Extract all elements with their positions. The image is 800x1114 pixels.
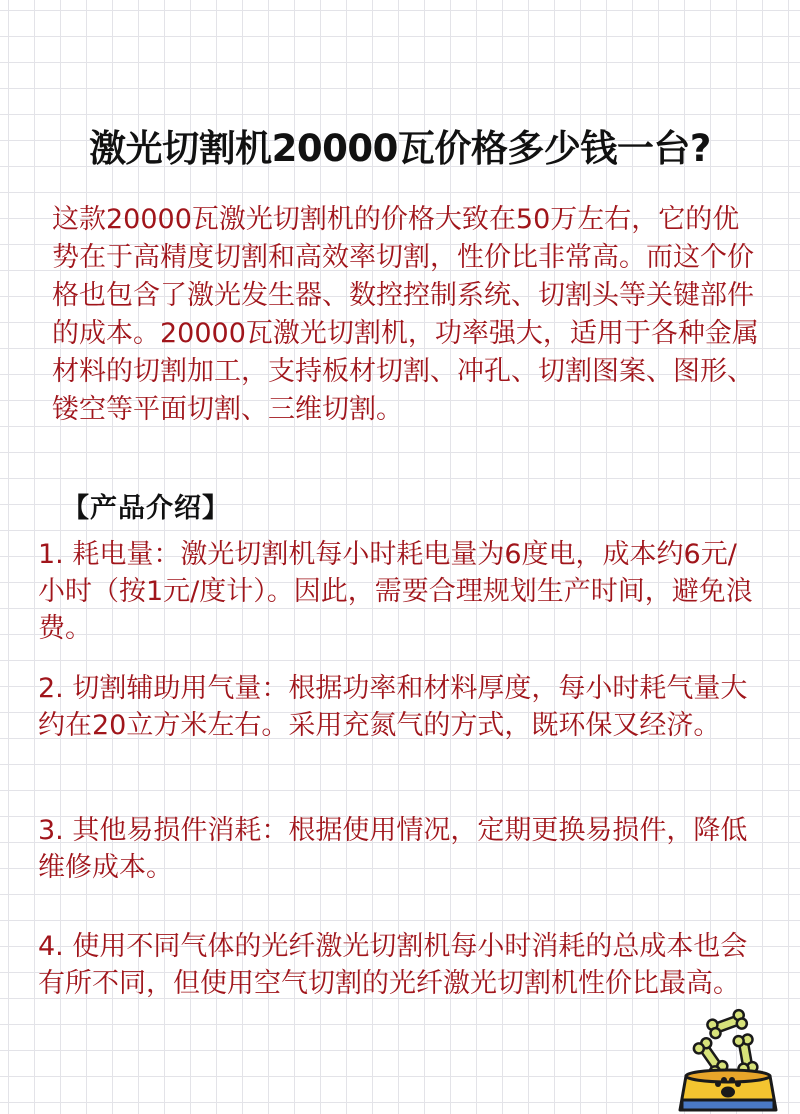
list-item-wear-parts: 3. 其他易损件消耗：根据使用情况，定期更换易损件，降低维修成本。 (38, 815, 748, 883)
list-item-total-cost: 4. 使用不同气体的光纤激光切割机每小时消耗的总成本也会有所不同，但使用空气切割的光纤激光切割机性价比最高。 (38, 931, 748, 999)
list-item-gas-consumption: 2. 切割辅助用气量：根据功率和材料厚度，每小时耗气量大约在20立方米左右。采用充氮气的方式，既环保又经济。 (38, 673, 748, 741)
page-title: 激光切割机20000瓦价格多少钱一台? (89, 127, 711, 170)
list-item-power-consumption: 1. 耗电量：激光切割机每小时耗电量为6度电，成本约6元/小时（按1元/度计）。因此，需要合理规划生产时间，避免浪费。 (38, 539, 753, 644)
intro-paragraph: 这款20000瓦激光切割机的价格大致在50万左右，它的优势在于高精度切割和高效率切割，性价比非常高。而这个价格也包含了激光发生器、数控控制系统、切割头等关键部件的成本。20000瓦激光切割机，功率强大，适用于各种金属材料的切割加工，支持板材切割、冲孔、切割图案、图形、镂空等平面切割、三维切割。 (52, 204, 759, 425)
dog-bowl-with-bones-icon (676, 1002, 780, 1114)
section-heading: 【产品介绍】 (62, 493, 230, 524)
